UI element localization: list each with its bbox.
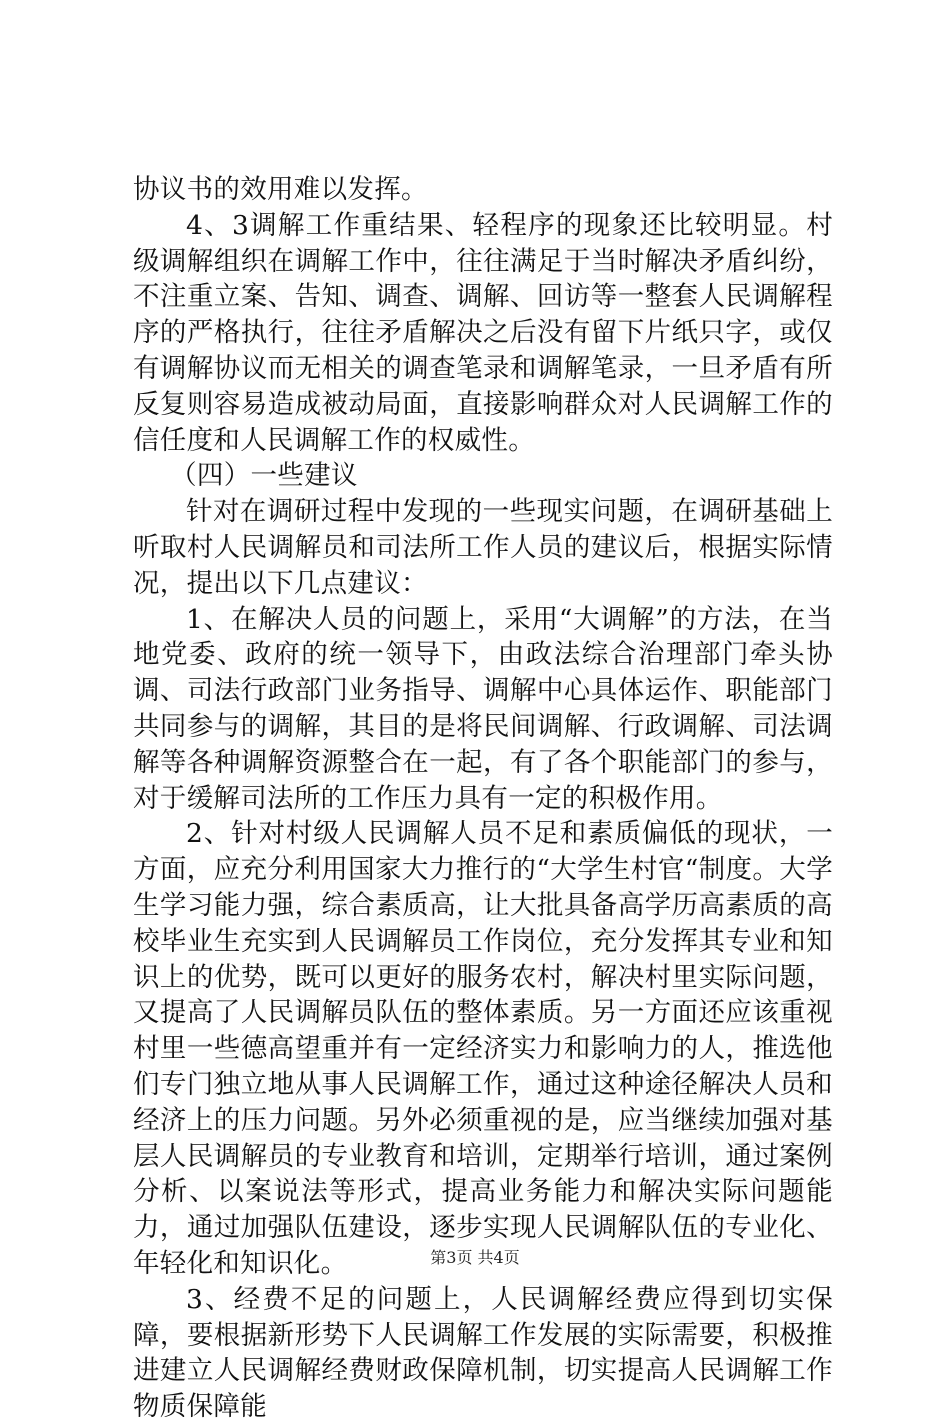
paragraph-suggestion-1: 1、在解决人员的问题上，采用“大调解”的方法，在当地党委、政府的统一领导下，由政法综合治理部门牵头协调、司法行政部门业务指导、调解中心具体运作、职能部门共同参与的调解，其目的是将民间调解、行政调解、司法调解等各种调解资源整合在一起，有了各个职能部门的参与，对于缓解司法所的工作压力具有一定的积极作用。	[133, 603, 833, 814]
paragraph-suggestions-intro: 针对在调研过程中发现的一些现实问题，在调研基础上听取村人民调解员和司法所工作人员的建议后，根据实际情况，提出以下几点建议：	[133, 496, 833, 599]
document-body	[133, 172, 833, 1425]
paragraph-4-3-procedure-issue: 4、3调解工作重结果、轻程序的现象还比较明显。村级调解组织在调解工作中，往往满足于当时解决矛盾纠纷，不注重立案、告知、调查、调解、回访等一整套人民调解程序的严格执行，往往矛盾解决之后没有留下片纸只字，或仅有调解协议而无相关的调查笔录和调解笔录，一旦矛盾有所反复则容易造成被动局面，直接影响群众对人民调解工作的信任度和人民调解工作的权威性。	[133, 209, 833, 456]
page-number-label: 第3页 共4页	[430, 1248, 520, 1267]
page-footer	[0, 1245, 950, 1268]
paragraph-continuation: 协议书的效用难以发挥。	[133, 174, 428, 205]
paragraph-suggestion-3: 3、经费不足的问题上，人民调解经费应得到切实保障，要根据新形势下人民调解工作发展的实际需要，积极推进建立人民调解经费财政保障机制，切实提高人民调解工作物质保障能	[133, 1283, 833, 1423]
paragraph-suggestion-2: 2、针对村级人民调解人员不足和素质偏低的现状，一方面，应充分利用国家大力推行的“大学生村官“制度。大学生学习能力强，综合素质高，让大批具备高学历高素质的高校毕业生充实到人民调解员工作岗位，充分发挥其专业和知识上的优势，既可以更好的服务农村，解决村里实际问题，又提高了人民调解员队伍的整体素质。另一方面还应该重视村里一些德高望重并有一定经济实力和影响力的人，推选他们专门独立地从事人民调解工作，通过这种途径解决人员和经济上的压力问题。另外必须重视的是，应当继续加强对基层人民调解员的专业教育和培训，定期举行培训，通过案例分析、以案说法等形式，提高业务能力和解决实际问题能力，通过加强队伍建设，逐步实现人民调解队伍的专业化、年轻化和知识化。	[133, 818, 833, 1279]
section-heading-suggestions: （四）一些建议	[170, 460, 358, 492]
